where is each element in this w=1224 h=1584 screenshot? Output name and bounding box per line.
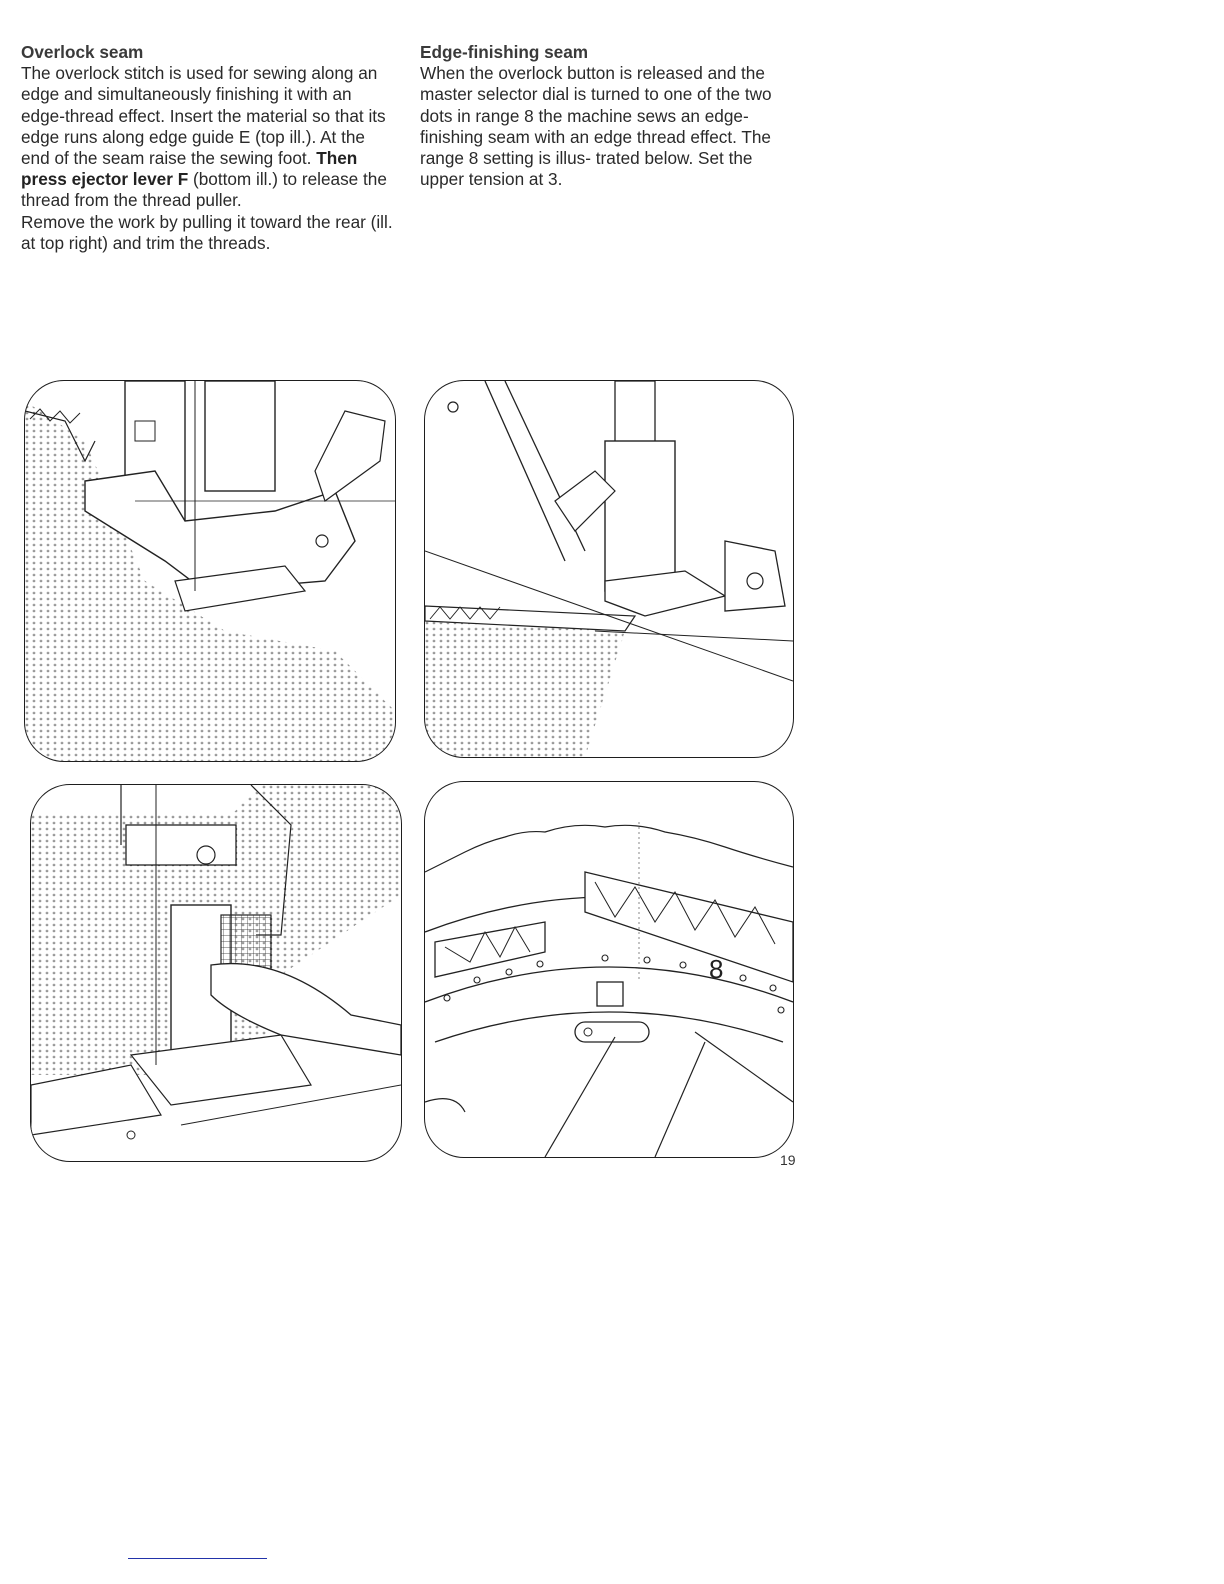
overlock-body-bold: Then press ejector lever F: [21, 148, 358, 190]
dial-range-label: 8: [709, 954, 724, 984]
edge-finishing-section: [420, 42, 798, 190]
footer-rule: [128, 1558, 267, 1559]
overlock-body-part-2: (bottom ill.) to release the thread from the thread puller.: [21, 169, 387, 211]
remove-work-drawing: [425, 381, 793, 757]
edge-finishing-body: When the overlock button is released and the master selector dial is turned to one of the two dots in range 8 the machine sews an edge-finishing seam with an edge thread effect. The range 8 setting is illus- trated below. Set the upper tension at 3.: [420, 63, 772, 190]
overlock-seam-body-2: Remove the work by pulling it toward the rear (ill. at top right) and trim the threads.: [21, 211, 393, 253]
illustration-overlock-edge-guide: [24, 380, 396, 762]
page-number: 19: [780, 1152, 796, 1168]
ejector-lever-drawing: [31, 785, 401, 1161]
overlock-body-part-1: The overlock stitch is used for sewing along an edge and simultaneously finishing it with an edge-thread effect. Insert the material so that its edge runs along edge guide E (top ill.). At the end of the seam raise the sewing foot.: [21, 63, 386, 169]
selector-dial-drawing: [425, 782, 793, 1157]
illustration-selector-dial: [424, 781, 794, 1158]
illustration-remove-work: [424, 380, 794, 758]
overlock-seam-section: [21, 42, 393, 254]
illustration-ejector-lever: [30, 784, 402, 1162]
overlock-seam-body: [21, 63, 393, 211]
edge-finishing-heading: Edge-finishing seam: [420, 42, 589, 62]
overlock-seam-heading: Overlock seam: [21, 42, 144, 62]
overlock-edge-guide-drawing: [25, 381, 395, 761]
